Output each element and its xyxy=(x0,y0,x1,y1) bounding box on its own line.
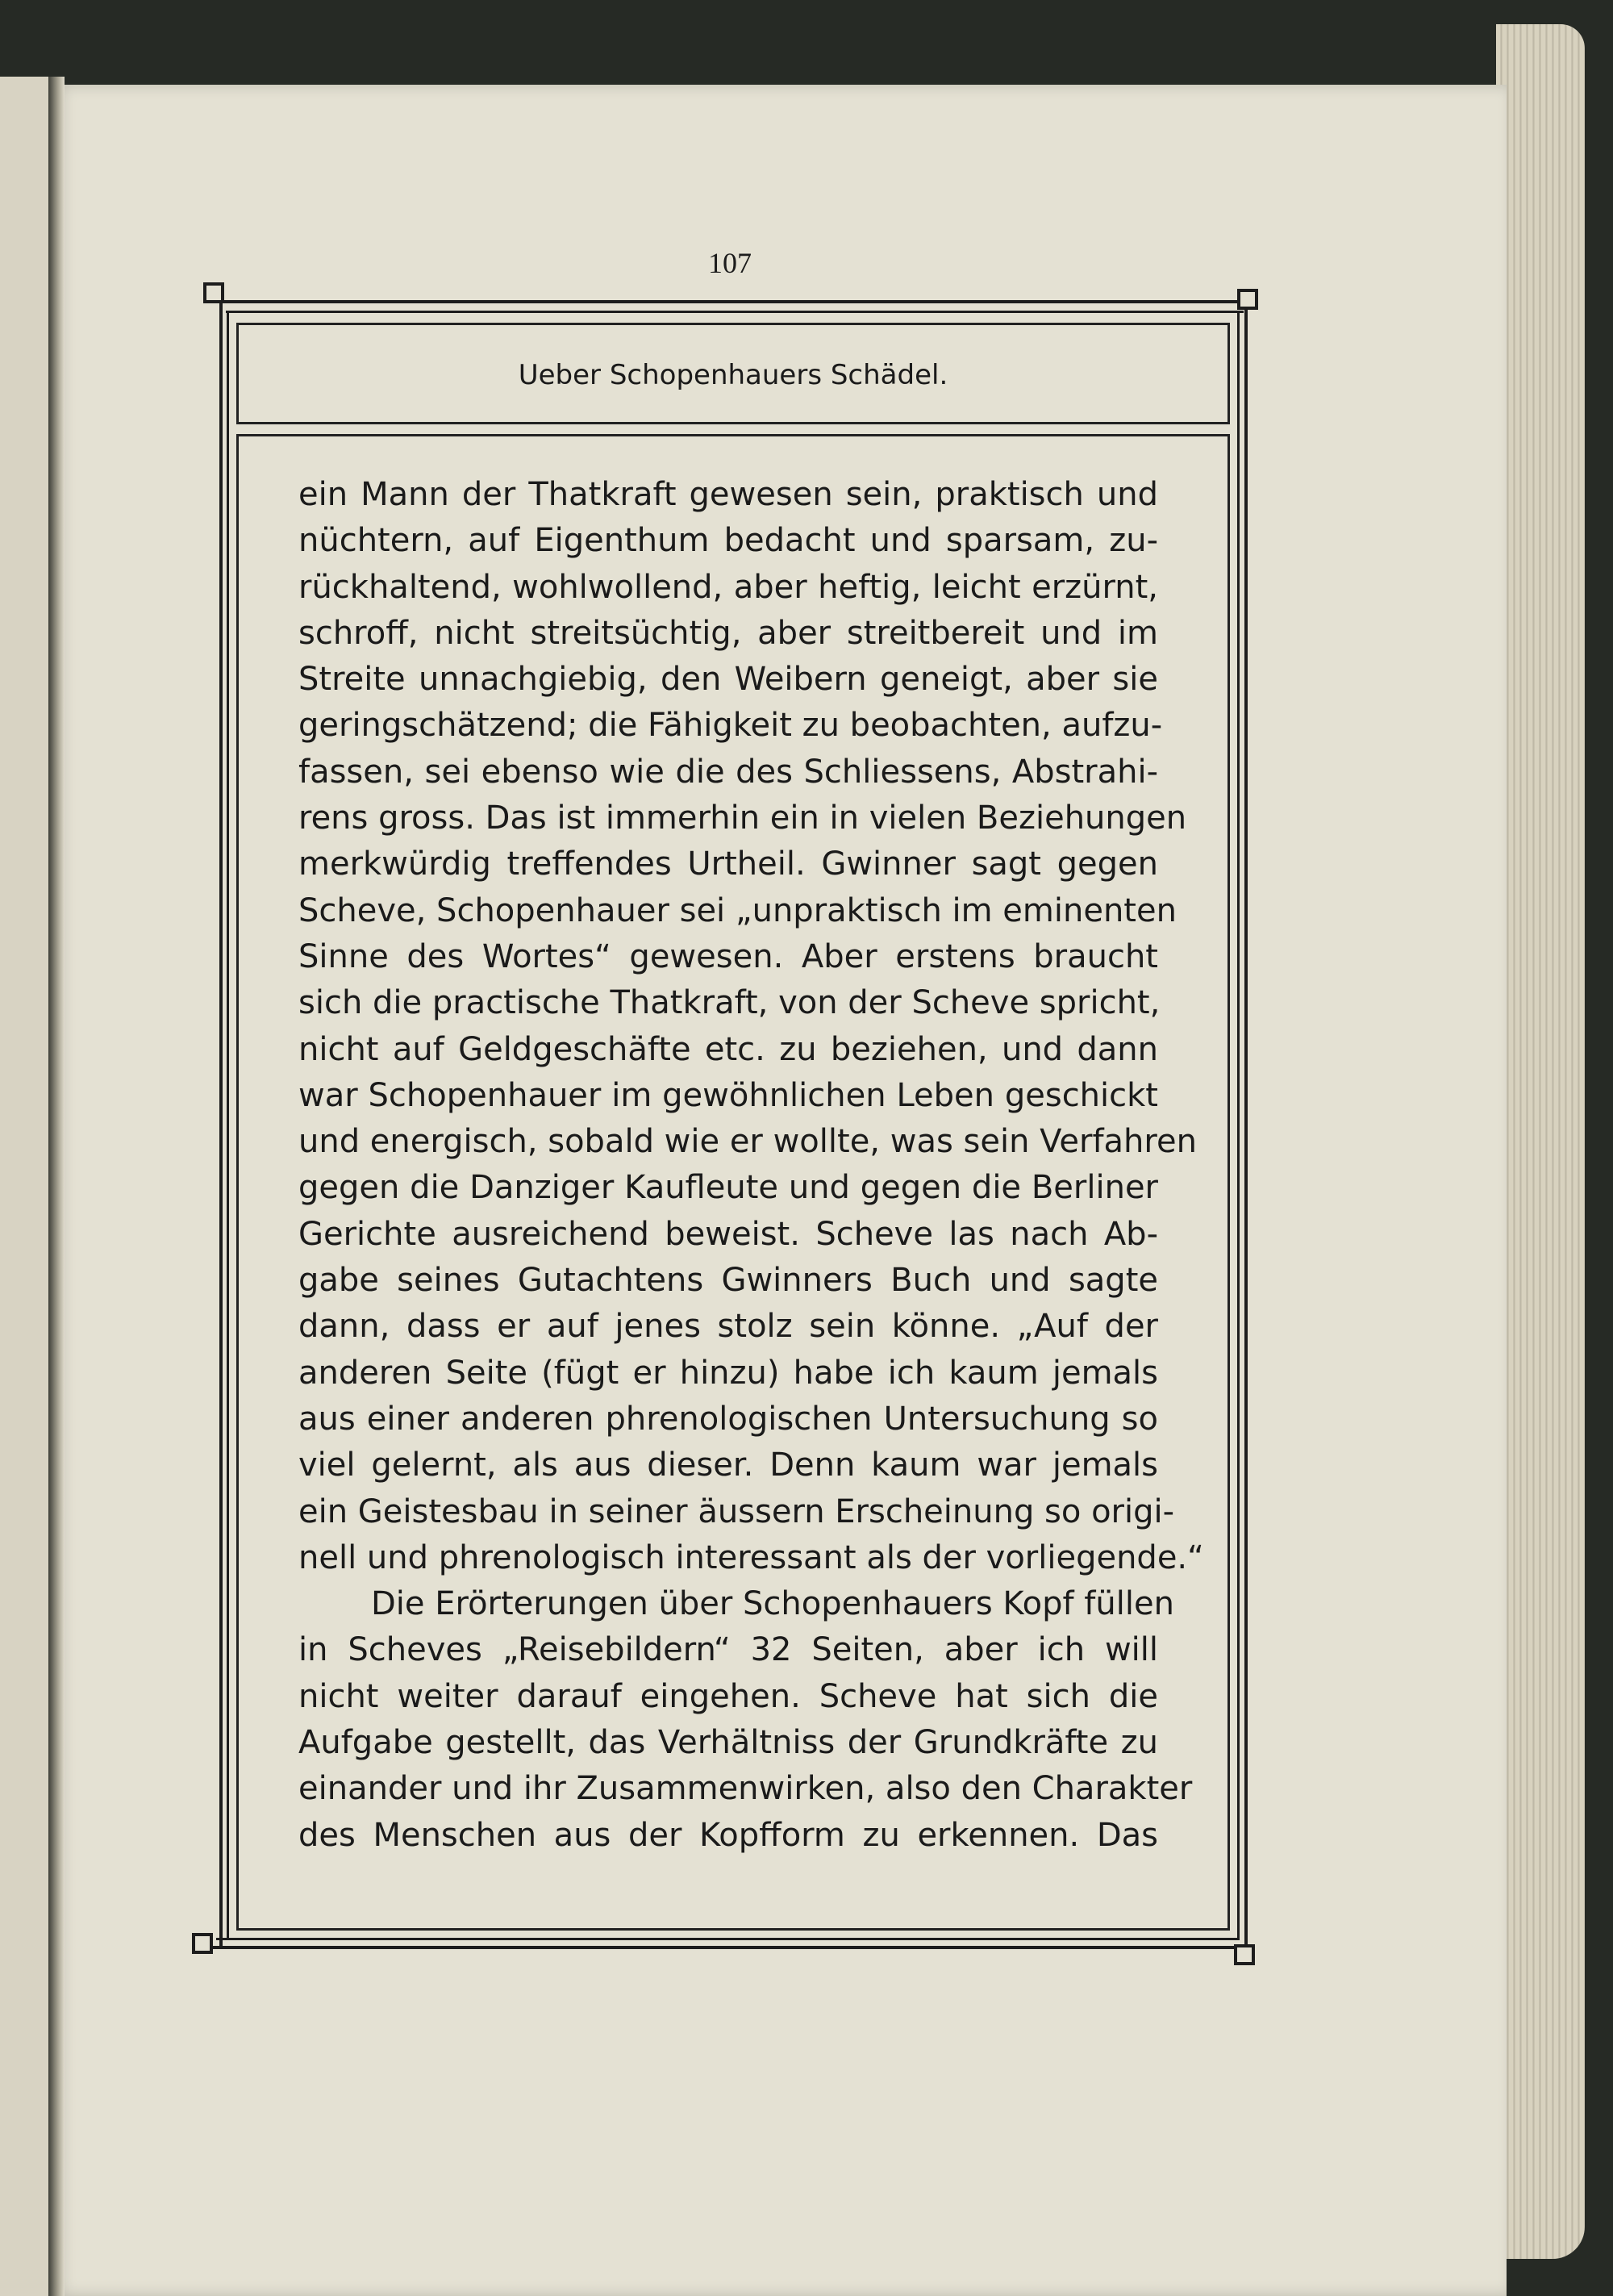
frame-bottom-line-inner xyxy=(216,1938,1239,1940)
page-number: 107 xyxy=(708,247,752,279)
corner-ornament-top-left xyxy=(203,282,224,303)
text-line: anderen Seite (fügt er hinzu) habe ich kaum jemals xyxy=(298,1354,1158,1392)
text-line: Gerichte ausreichend beweist. Scheve las nach Ab- xyxy=(298,1215,1158,1253)
text-line: viel gelernt, als aus dieser. Denn kaum war jemals xyxy=(298,1446,1158,1484)
text-line: rens gross. Das ist immerhin ein in vielen Beziehungen xyxy=(298,799,1187,837)
text-line: gegen die Danziger Kaufleute und gegen die Berliner xyxy=(298,1169,1158,1207)
text-line: des Menschen aus der Kopfform zu erkennen. Das xyxy=(298,1816,1158,1854)
text-line: Streite unnachgiebig, den Weibern geneigt, aber sie xyxy=(298,661,1158,699)
text-line: rückhaltend, wohlwollend, aber heftig, leicht erzürnt, xyxy=(298,568,1158,606)
text-line: Sinne des Wortes“ gewesen. Aber erstens braucht xyxy=(298,937,1158,975)
text-line: ein Mann der Thatkraft gewesen sein, praktisch und xyxy=(298,476,1158,513)
frame-top-line-inner xyxy=(226,311,1244,313)
text-line: dann, dass er auf jenes stolz sein könne. „Auf der xyxy=(298,1308,1158,1346)
text-line: nell und phrenologisch interessant als der vorliegende.“ xyxy=(298,1538,1204,1576)
text-line: ein Geistesbau in seiner äussern Erscheinung so origi- xyxy=(298,1492,1175,1530)
frame-top-line xyxy=(216,300,1248,303)
page-stack-edge xyxy=(1496,24,1585,2259)
corner-ornament-top-right xyxy=(1237,289,1258,310)
text-line: merkwürdig treffendes Urtheil. Gwinner sagt gegen xyxy=(298,845,1158,883)
corner-ornament-bottom-right xyxy=(1234,1944,1255,1965)
book-spine xyxy=(48,77,65,2296)
running-title: Ueber Schopenhauers Schädel. xyxy=(518,359,948,391)
text-line: nicht weiter darauf eingehen. Scheve hat sich die xyxy=(298,1677,1158,1715)
text-line: Die Erörterungen über Schopenhauers Kopf füllen xyxy=(371,1585,1174,1623)
text-line: Scheve, Schopenhauer sei „unpraktisch im eminenten xyxy=(298,891,1177,929)
text-line: gabe seines Gutachtens Gwinners Buch und sagte xyxy=(298,1262,1158,1300)
frame-right-line xyxy=(1244,300,1248,1947)
frame-left-line-inner xyxy=(227,311,229,1940)
frame-right-line-inner xyxy=(1237,311,1240,1940)
text-line: Aufgabe gestellt, das Verhältniss der Grundkräfte zu xyxy=(298,1724,1158,1762)
text-line: geringschätzend; die Fähigkeit zu beobachten, aufzu- xyxy=(298,707,1163,745)
text-line: aus einer anderen phrenologischen Untersuchung so xyxy=(298,1400,1158,1438)
text-line: fassen, sei ebenso wie die des Schliessens, Abstrahi- xyxy=(298,753,1158,791)
frame-bottom-line xyxy=(206,1946,1246,1949)
text-line: und energisch, sobald wie er wollte, was sein Verfahren xyxy=(298,1123,1197,1161)
text-line: schroff, nicht streitsüchtig, aber streitbereit und im xyxy=(298,614,1158,652)
text-line: war Schopenhauer im gewöhnlichen Leben geschickt xyxy=(298,1076,1158,1114)
text-line: einander und ihr Zusammenwirken, also den Charakter xyxy=(298,1770,1193,1808)
corner-ornament-bottom-left xyxy=(192,1933,213,1954)
frame-left-line xyxy=(219,300,223,1947)
text-line: sich die practische Thatkraft, von der Scheve spricht, xyxy=(298,984,1161,1022)
text-line: nüchtern, auf Eigenthum bedacht und sparsam, zu- xyxy=(298,522,1158,560)
body-text xyxy=(298,472,1204,1859)
text-line: in Scheves „Reisebildern“ 32 Seiten, aber ich will xyxy=(298,1631,1158,1669)
text-line: nicht auf Geldgeschäfte etc. zu beziehen, und dann xyxy=(298,1030,1158,1068)
